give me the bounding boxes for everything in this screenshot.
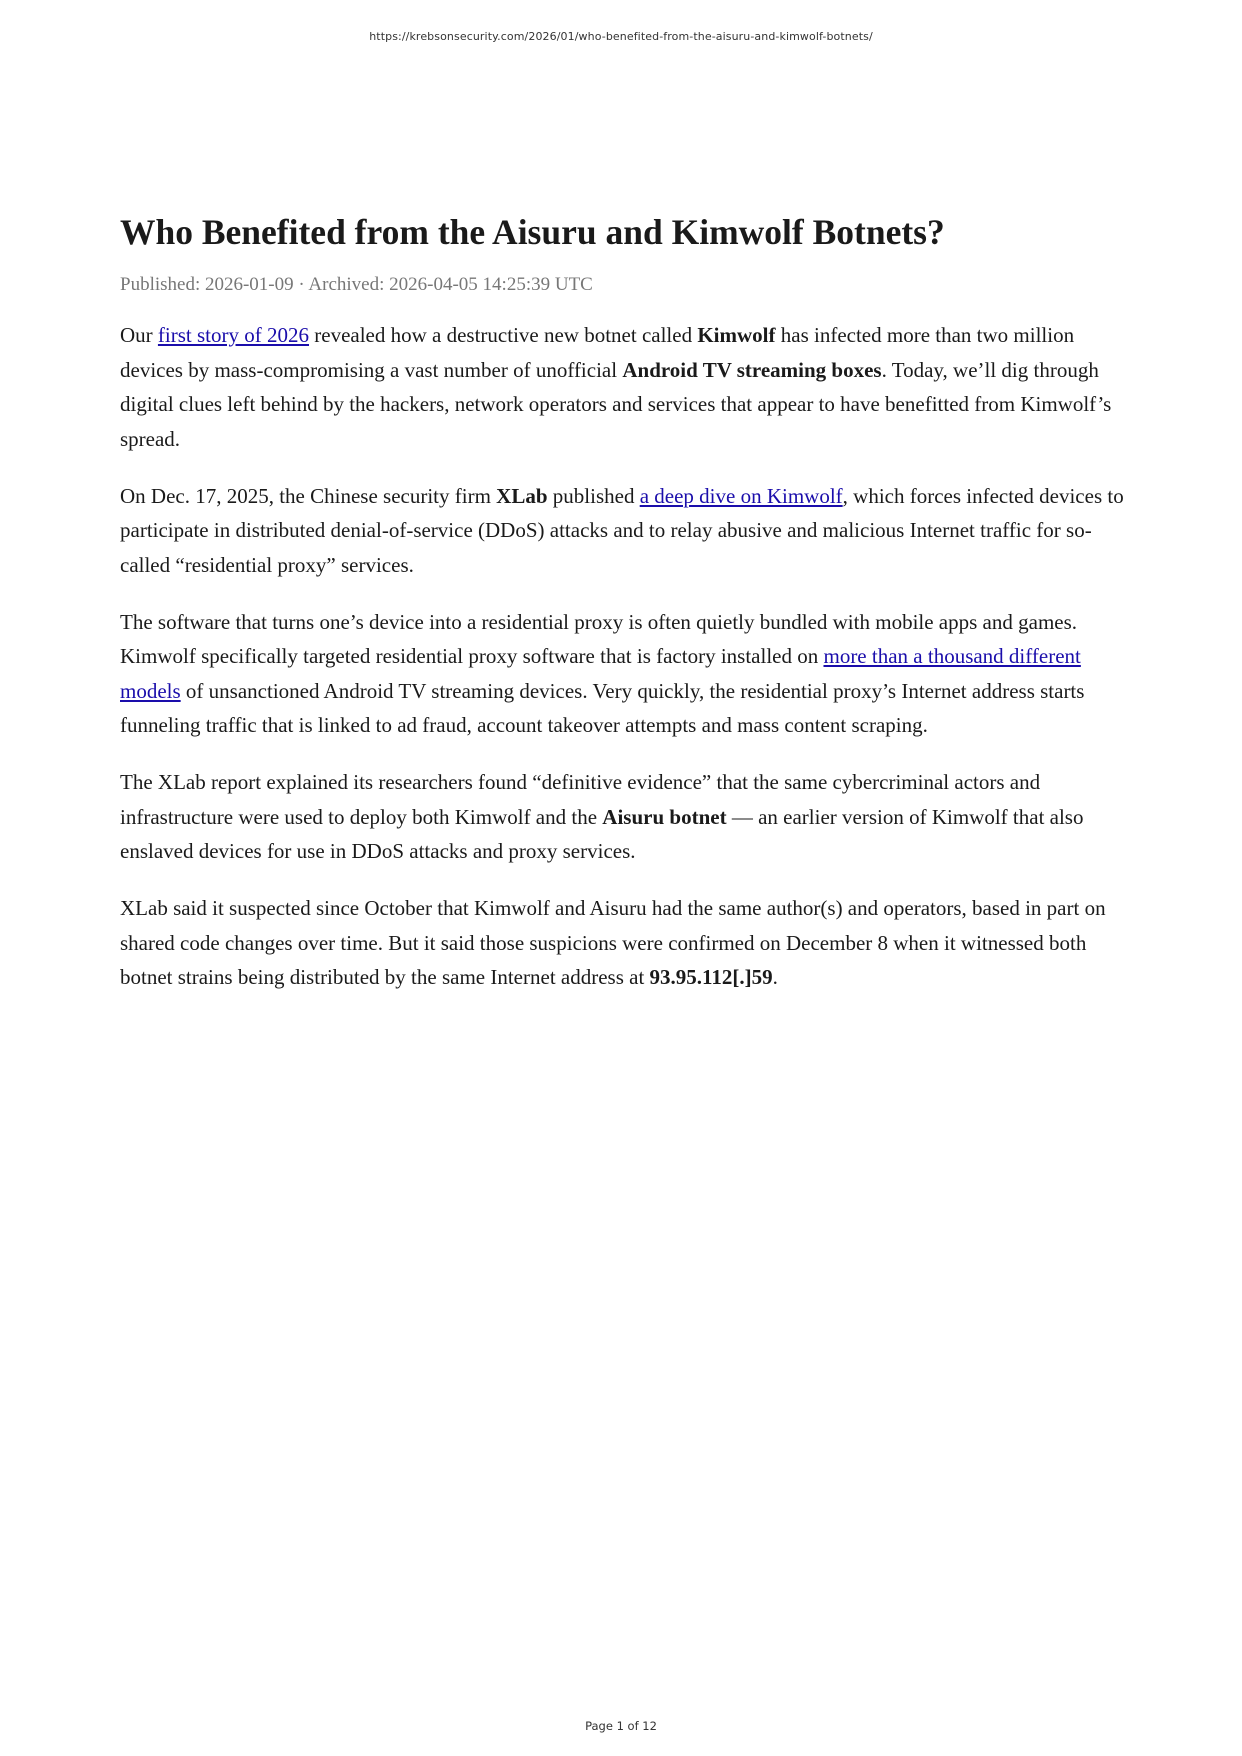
text: has infected more than two million devices by mass-compromising a vast number of unofficial [120,323,1075,382]
text: published [547,483,640,508]
first-story-link[interactable]: first story of 2026 [157,323,309,347]
article [120,210,1135,995]
text: of unsanctioned Android TV streaming devices. Very quickly, the residential proxy’s Internet address starts funneling traffic that is linked to ad fraud, account takeover attempts and mass content scraping. [120,678,1085,737]
text: The software that turns one’s device into a residential proxy is often quietly bundled with mobile apps and games. Kimwolf specifically targeted residential proxy software that is factory installed on [120,609,1078,668]
text: — an earlier version of Kimwolf that also enslaved devices for use in DDoS attacks and proxy services. [120,804,1084,863]
text: Our [120,323,158,347]
text: , which forces infected devices to participate in distributed denial-of-service (DDoS) attacks and to relay abusive and malicious Internet traffic for so-called “residential proxy” services. [120,483,1124,577]
bold-xlab: XLab [496,483,548,508]
text: revealed how a destructive new botnet called [309,323,698,347]
text: . [772,965,778,989]
bold-ip-address: 93.95.112[.]59 [649,965,773,989]
bold-kimwolf: Kimwolf [697,323,776,347]
text: On Dec. 17, 2025, the Chinese security firm [120,483,497,508]
page-url-header: https://krebsonsecurity.com/2026/01/who-benefited-from-the-aisuru-and-kimwolf-botnets/ [369,30,873,43]
paragraph-4 [120,765,1135,869]
bold-aisuru-botnet: Aisuru botnet [602,804,727,829]
article-meta: Published: 2026-01-09 · Archived: 2026-04-05 14:25:39 UTC [120,274,593,295]
deep-dive-link[interactable]: a deep dive on Kimwolf [639,483,843,508]
paragraph-5 [120,891,1135,995]
text: The XLab report explained its researchers found “definitive evidence” that the same cybercriminal actors and infrastructure were used to deploy both Kimwolf and the [120,770,1041,829]
thousand-models-link[interactable]: more than a thousand different models [120,644,1081,703]
paragraph-2 [120,479,1135,583]
article-title: Who Benefited from the Aisuru and Kimwolf Botnets? [120,212,945,252]
text: . Today, we’ll dig through digital clues left behind by the hackers, network operators and services that appear to have benefitted from Kimwolf’s spread. [120,357,1112,451]
paragraph-1 [120,318,1135,456]
paragraph-3 [120,605,1135,743]
bold-android-tv: Android TV streaming boxes [622,357,882,382]
text: XLab said it suspected since October that Kimwolf and Aisuru had the same author(s) and operators, based in part on shared code changes over time. But it said those suspicions were confirmed on December 8 when it witnessed both botnet strains being distributed by the same Internet address at [120,896,1106,989]
page-number: Page 1 of 12 [585,1719,657,1733]
